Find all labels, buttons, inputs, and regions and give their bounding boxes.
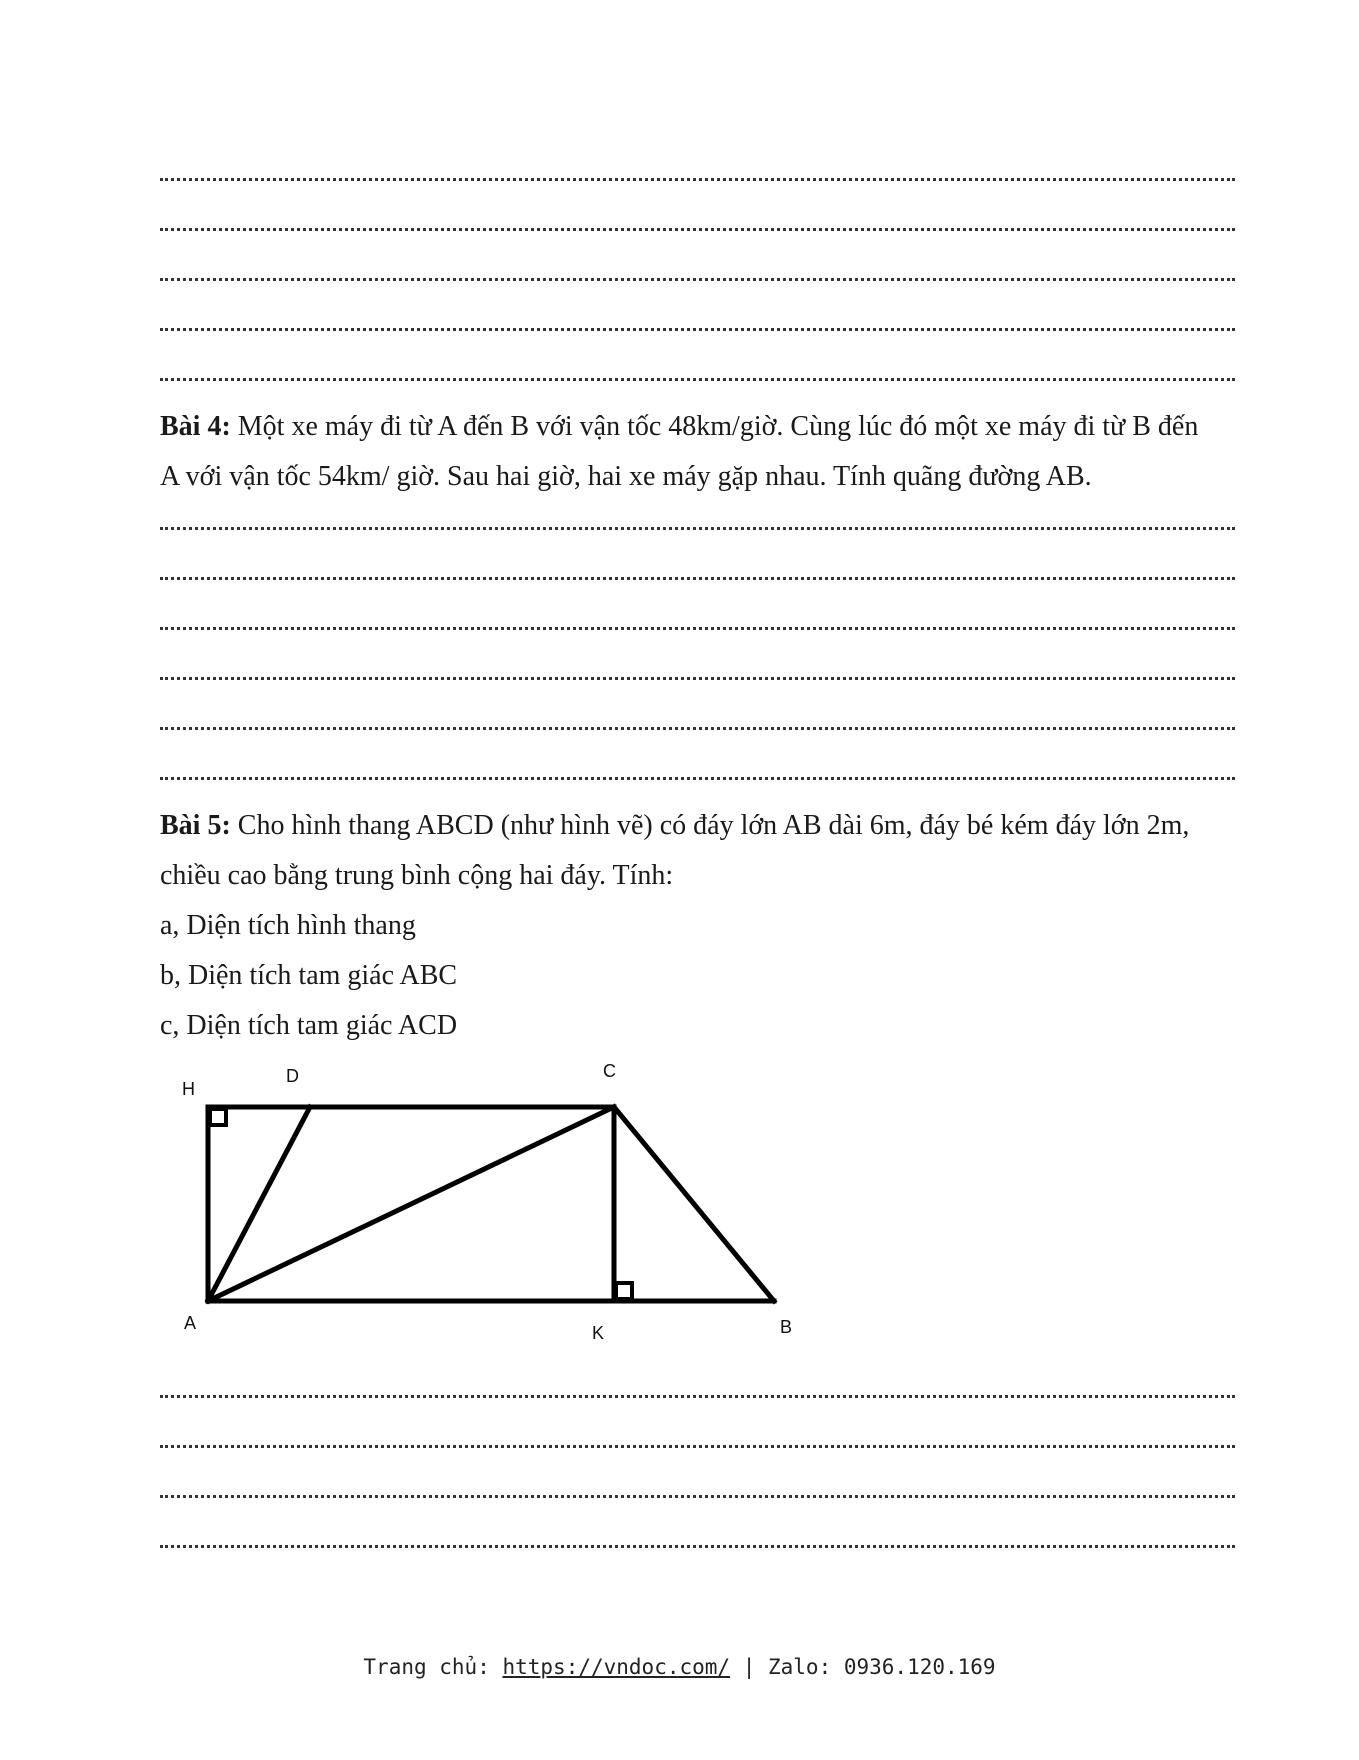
- segment-ac: [208, 1107, 614, 1301]
- right-angle-k: [616, 1283, 632, 1299]
- answer-line: [160, 178, 1235, 181]
- label-b: B: [780, 1317, 793, 1337]
- label-k: K: [592, 1323, 605, 1343]
- exercise-4-text-line2: A với vận tốc 54km/ giờ. Sau hai giờ, hai xe máy gặp nhau. Tính quãng đường AB.: [160, 461, 1092, 492]
- answer-line: [160, 777, 1235, 780]
- answer-line: [160, 1545, 1235, 1548]
- answer-line: [160, 627, 1235, 630]
- footer-zalo: Zalo: 0936.120.169: [768, 1655, 996, 1679]
- label-d: D: [286, 1066, 299, 1086]
- answer-line: [160, 228, 1235, 231]
- exercise-5-label: Bài 5:: [160, 810, 231, 841]
- label-a: A: [184, 1313, 197, 1333]
- label-c: C: [603, 1061, 616, 1081]
- exercise-4-label: Bài 4:: [160, 411, 231, 442]
- exercise-5-item-b: b, Diện tích tam giác ABC: [160, 960, 458, 991]
- answer-line: [160, 577, 1235, 580]
- label-h: H: [182, 1079, 195, 1099]
- right-angle-h: [210, 1109, 226, 1125]
- exercise-5-item-a: a, Diện tích hình thang: [160, 910, 416, 941]
- answer-line: [160, 278, 1235, 281]
- answer-line: [160, 677, 1235, 680]
- exercise-5-text-line2: chiều cao bằng trung bình cộng hai đáy. Tính:: [160, 860, 674, 891]
- exercise-5-text-line1: Cho hình thang ABCD (như hình vẽ) có đáy lớn AB dài 6m, đáy bé kém đáy lớn 2m,: [230, 810, 1190, 841]
- segment-ad: [208, 1107, 310, 1301]
- footer-separator: |: [730, 1655, 768, 1679]
- segment-cb: [614, 1107, 774, 1301]
- page-footer: [0, 1655, 1359, 1679]
- trapezoid-figure: [160, 1055, 820, 1345]
- answer-line: [160, 1495, 1235, 1498]
- answer-line: [160, 727, 1235, 730]
- footer-prefix: Trang chủ:: [363, 1655, 503, 1679]
- answer-line: [160, 378, 1235, 381]
- footer-home-link[interactable]: https://vndoc.com/: [502, 1655, 731, 1679]
- exercise-5-item-c: c, Diện tích tam giác ACD: [160, 1010, 458, 1041]
- exercise-5: [160, 801, 1250, 901]
- exercise-4: [160, 402, 1250, 502]
- exercise-4-text-line1: Một xe máy đi từ A đến B với vận tốc 48km/giờ. Cùng lúc đó một xe máy đi từ B đến: [230, 411, 1199, 442]
- answer-line: [160, 527, 1235, 530]
- answer-line: [160, 1395, 1235, 1398]
- answer-line: [160, 1445, 1235, 1448]
- answer-line: [160, 328, 1235, 331]
